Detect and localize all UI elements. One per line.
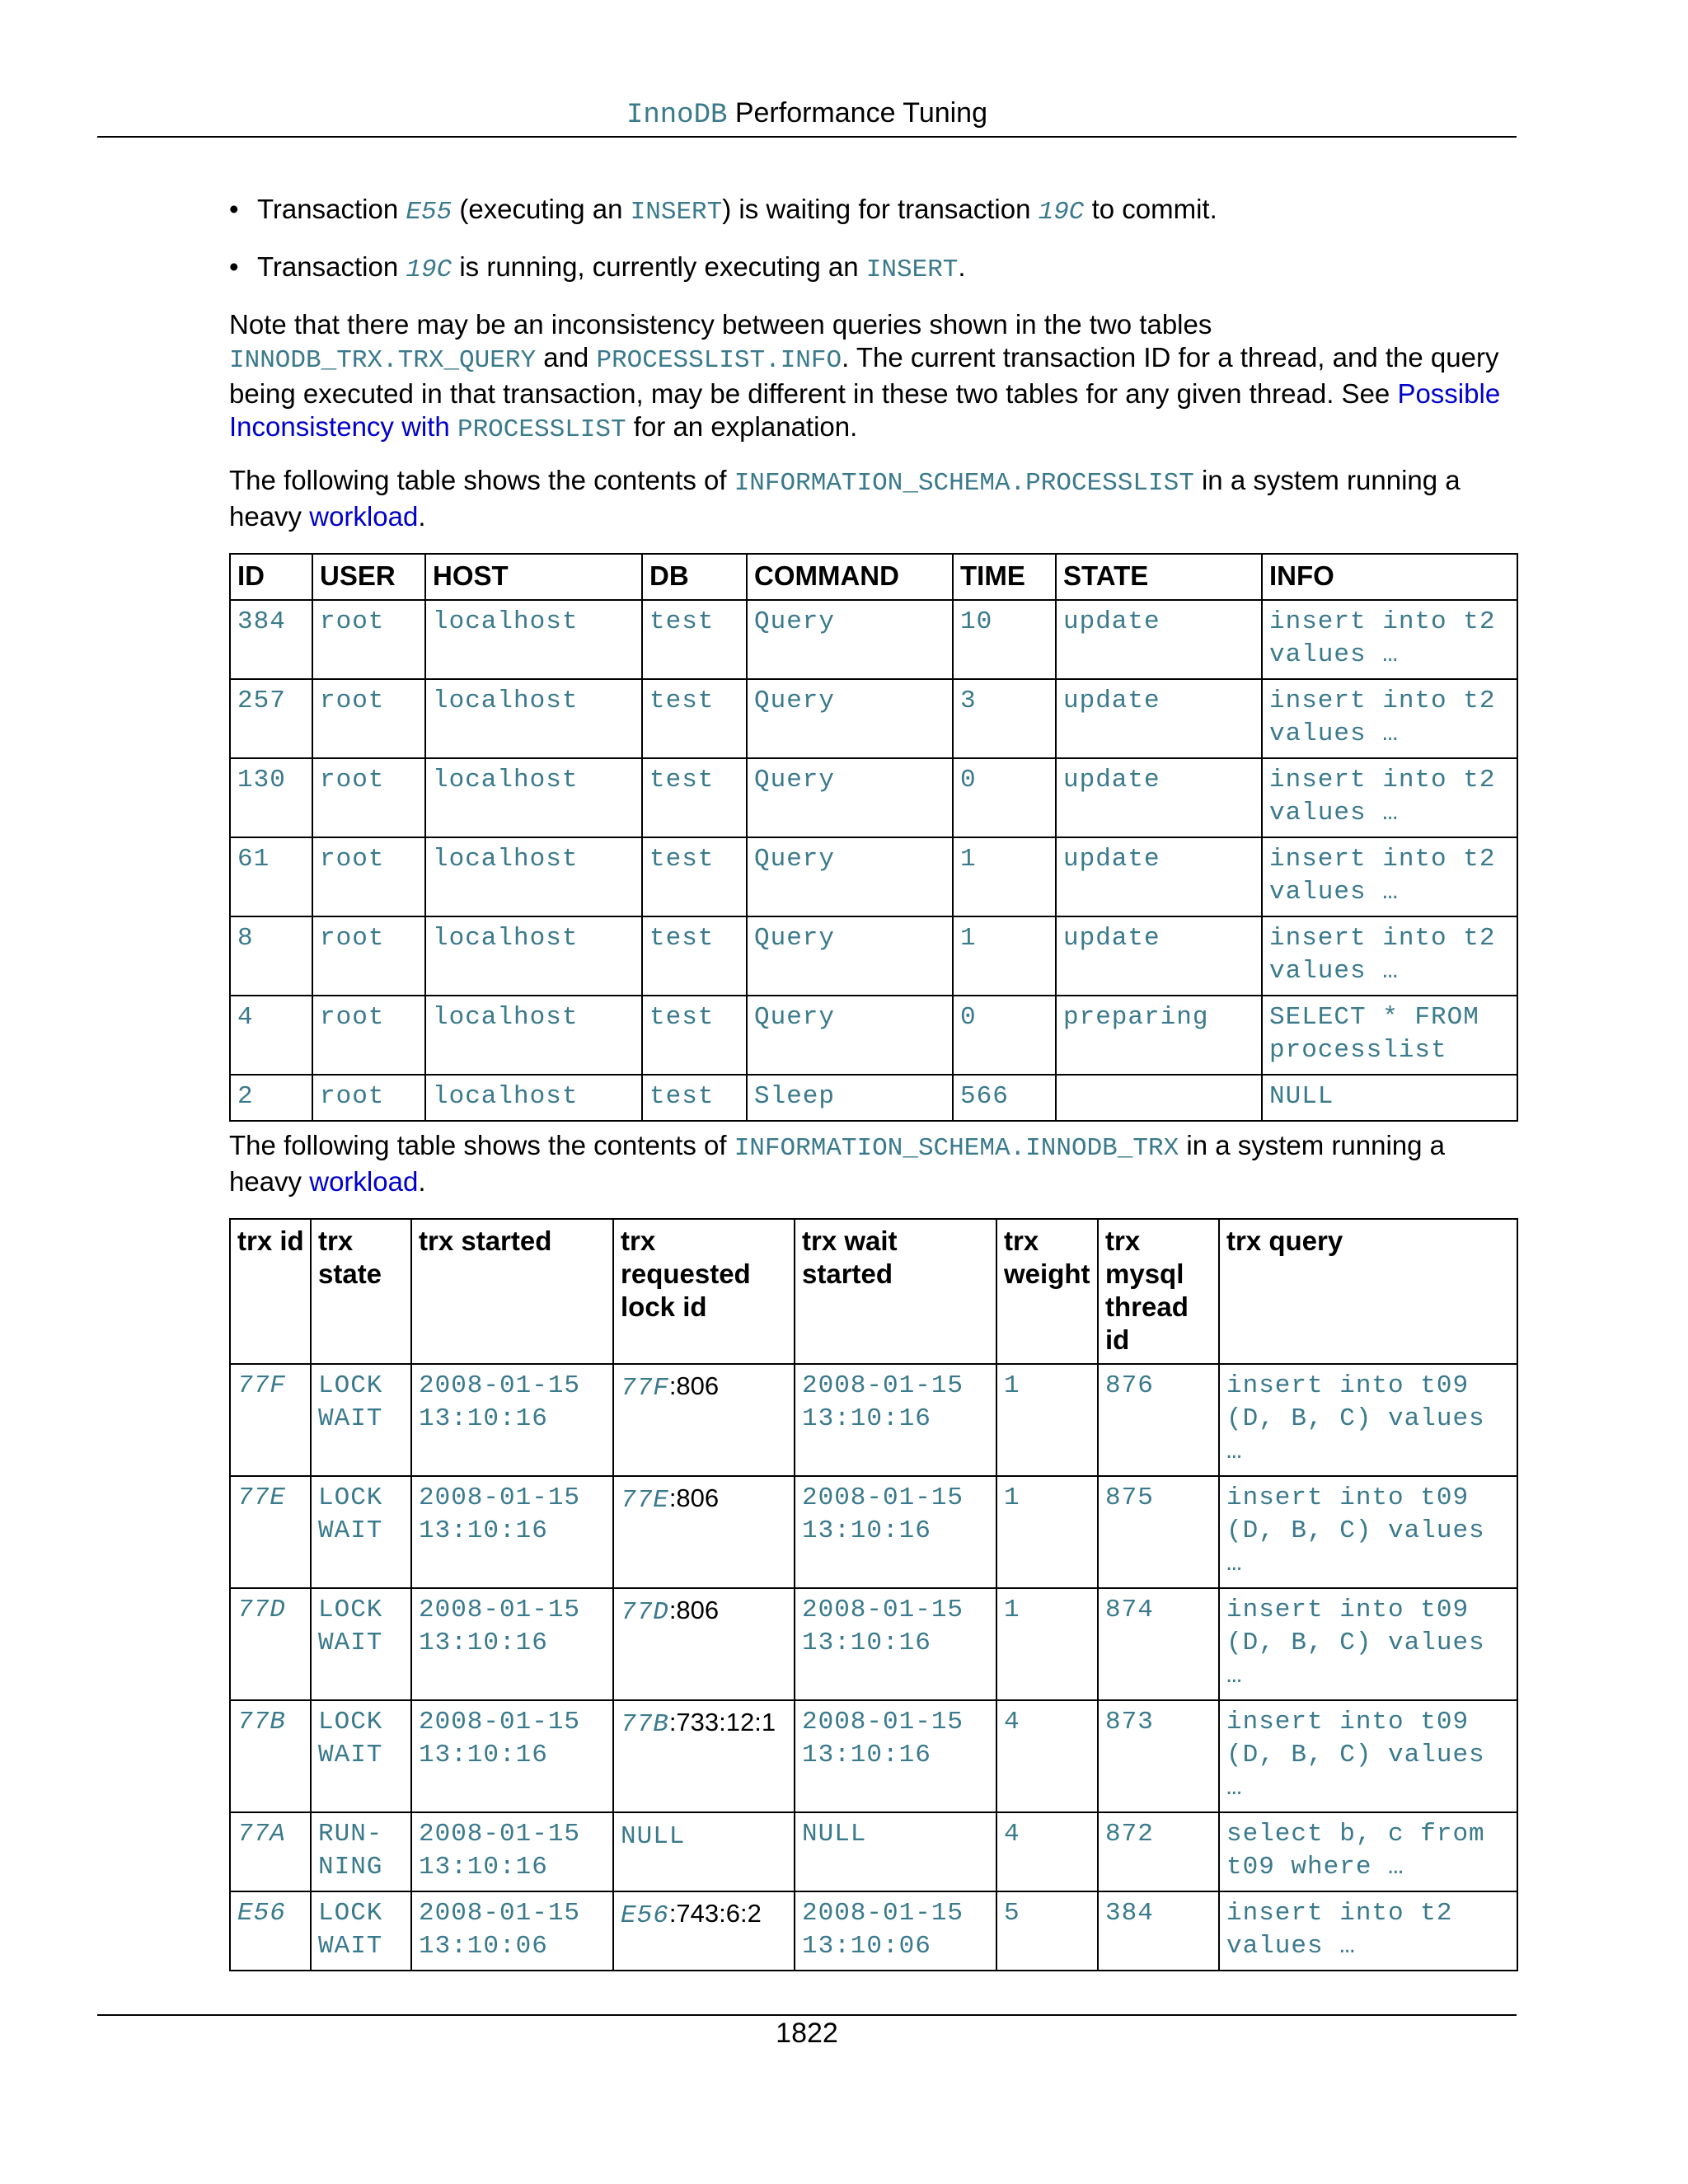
table-cell: update (1056, 600, 1262, 679)
note-paragraph: Note that there may be an inconsistency between queries shown in the two tables INNODB_TRX.TRX_QUERY and PROCESSLIST.INFO. The current transaction ID for a thread, and the query being executed in that transaction, may be different in these two tables for any given thread. See Possible Inconsistency with PROCESSLIST for an explanation. (229, 309, 1501, 444)
table-cell: 77A (230, 1812, 311, 1891)
column-header: STATE (1056, 554, 1262, 600)
table-row (230, 1588, 1517, 1700)
table-cell: 1 (953, 837, 1056, 916)
table-cell: 2008-01-15 13:10:16 (411, 1700, 613, 1812)
column-header: trx started (411, 1219, 613, 1364)
table-cell: 2008-01-15 13:10:06 (411, 1891, 613, 1971)
table-row (230, 837, 1517, 916)
table-cell: LOCK WAIT (311, 1588, 411, 1700)
inline-code: PROCESSLIST (457, 415, 626, 444)
table-cell: update (1056, 916, 1262, 996)
table-cell: NULL (1262, 1075, 1517, 1121)
lock-id-code: 77B (621, 1710, 669, 1739)
innodb-trx-intro: The following table shows the contents of INFORMATION_SCHEMA.INNODB_TRX in a system running a heavy workload. (229, 1130, 1446, 1197)
processlist-intro: The following table shows the contents of INFORMATION_SCHEMA.PROCESSLIST in a system running a heavy workload. (229, 465, 1461, 532)
table-cell: insert into t2 values … (1262, 600, 1517, 679)
table-cell: 874 (1098, 1588, 1219, 1700)
table-cell: select b, c from t09 where … (1219, 1812, 1517, 1891)
table-row (230, 600, 1517, 679)
table-cell: 1 (996, 1364, 1098, 1476)
table-cell (613, 1364, 795, 1476)
table-row (230, 1700, 1517, 1812)
innodb-trx-table (229, 1218, 1518, 1971)
table-cell: 77F (230, 1364, 311, 1476)
table-cell: 257 (230, 679, 312, 758)
table-cell (613, 1588, 795, 1700)
table-cell (613, 1891, 795, 1971)
table-cell: 61 (230, 837, 312, 916)
table-cell: test (642, 758, 747, 837)
column-header: trx state (311, 1219, 411, 1364)
table-row (230, 758, 1517, 837)
table-cell (613, 1476, 795, 1588)
column-header: trx mysql thread id (1098, 1219, 1219, 1364)
table-cell: update (1056, 758, 1262, 837)
inline-code: INSERT (865, 255, 959, 284)
table-cell: 2008-01-15 13:10:16 (795, 1588, 996, 1700)
table-cell: localhost (425, 837, 642, 916)
lock-id-suffix: :806 (668, 1483, 720, 1512)
table-cell: localhost (425, 1075, 642, 1121)
table-cell: preparing (1056, 996, 1262, 1075)
inconsistency-link[interactable]: Possible Inconsistency with PROCESSLIST (229, 378, 1501, 444)
table-cell: localhost (425, 916, 642, 996)
table-cell: insert into t09 (D, B, C) values … (1219, 1700, 1517, 1812)
table-cell: 2008-01-15 13:10:16 (795, 1364, 996, 1476)
table-cell: 3 (953, 679, 1056, 758)
table-cell: 77B (230, 1700, 311, 1812)
table-header-row (230, 1219, 1517, 1364)
table-cell: LOCK WAIT (311, 1476, 411, 1588)
footer-divider (97, 2014, 1517, 2016)
table-cell: 2008-01-15 13:10:16 (411, 1812, 613, 1891)
table-header-row (230, 554, 1517, 600)
table-cell: 10 (953, 600, 1056, 679)
column-header: ID (230, 554, 312, 600)
page-number: 1822 (776, 2018, 838, 2049)
table-cell: 2008-01-15 13:10:16 (411, 1476, 613, 1588)
table-cell: 2008-01-15 13:10:16 (411, 1588, 613, 1700)
inline-code: INFORMATION_SCHEMA.INNODB_TRX (734, 1134, 1179, 1163)
lock-id-code: 77E (621, 1486, 669, 1515)
table-cell: Query (747, 996, 953, 1075)
table-cell (613, 1700, 795, 1812)
header-text: Performance Tuning (727, 97, 988, 129)
table-cell: 4 (230, 996, 312, 1075)
table-cell: localhost (425, 679, 642, 758)
table-cell: LOCK WAIT (311, 1364, 411, 1476)
table-cell: root (312, 758, 425, 837)
table-cell: root (312, 600, 425, 679)
lock-id-suffix: :806 (668, 1596, 720, 1624)
column-header: trx query (1219, 1219, 1517, 1364)
lock-id-suffix: :806 (668, 1371, 720, 1400)
table-cell: root (312, 996, 425, 1075)
lock-id-suffix: :733:12:1 (668, 1708, 776, 1736)
lock-id-code: NULL (621, 1822, 686, 1851)
column-header: trx requested lock id (613, 1219, 795, 1364)
column-header: COMMAND (747, 554, 953, 600)
table-cell: insert into t09 (D, B, C) values … (1219, 1476, 1517, 1588)
table-cell: root (312, 837, 425, 916)
table-cell: 4 (996, 1700, 1098, 1812)
lock-id-code: 77D (621, 1598, 669, 1627)
bullet-dot: • (229, 251, 239, 282)
column-header: trx weight (996, 1219, 1098, 1364)
table-cell: test (642, 1075, 747, 1121)
table-cell: 873 (1098, 1700, 1219, 1812)
table-cell: update (1056, 837, 1262, 916)
table-row (230, 1364, 1517, 1476)
table-cell: 4 (996, 1812, 1098, 1891)
workload-link[interactable]: workload (309, 501, 419, 532)
table-cell: 566 (953, 1075, 1056, 1121)
table-cell: test (642, 916, 747, 996)
column-header: INFO (1262, 554, 1517, 600)
header-divider (97, 136, 1517, 138)
bullet-item-1: • Transaction E55 (executing an INSERT) is waiting for transaction 19C to commit. (229, 194, 1217, 227)
running-header (97, 97, 1517, 131)
table-cell: LOCK WAIT (311, 1700, 411, 1812)
table-cell: insert into t09 (D, B, C) values … (1219, 1588, 1517, 1700)
table-cell: Sleep (747, 1075, 953, 1121)
table-cell: Query (747, 837, 953, 916)
table-cell (1056, 1075, 1262, 1121)
table-cell: Query (747, 679, 953, 758)
table-cell: 2008-01-15 13:10:16 (795, 1476, 996, 1588)
inline-code: INSERT (630, 198, 723, 227)
table-cell: insert into t2 values … (1262, 916, 1517, 996)
table-cell: SELECT * FROM processlist (1262, 996, 1517, 1075)
inline-code: INNODB_TRX.TRX_QUERY (229, 346, 537, 375)
lock-id-code: 77F (621, 1374, 669, 1403)
table-cell: test (642, 837, 747, 916)
table-cell: root (312, 1075, 425, 1121)
table-cell: Query (747, 758, 953, 837)
table-cell: E56 (230, 1891, 311, 1971)
table-cell: 5 (996, 1891, 1098, 1971)
table-cell (613, 1812, 795, 1891)
bullet-item-2: • Transaction 19C is running, currently executing an INSERT. (229, 251, 966, 284)
table-cell: 875 (1098, 1476, 1219, 1588)
table-cell: insert into t2 values … (1262, 679, 1517, 758)
table-cell: localhost (425, 600, 642, 679)
table-cell: test (642, 996, 747, 1075)
inline-code: E55 (406, 198, 452, 227)
table-cell: 0 (953, 758, 1056, 837)
table-row (230, 1075, 1517, 1121)
table-cell: root (312, 679, 425, 758)
column-header: HOST (425, 554, 642, 600)
table-cell: 2 (230, 1075, 312, 1121)
table-cell: 872 (1098, 1812, 1219, 1891)
header-code: InnoDB (626, 100, 728, 131)
table-cell: insert into t09 (D, B, C) values … (1219, 1364, 1517, 1476)
table-cell: Query (747, 600, 953, 679)
table-cell: Query (747, 916, 953, 996)
table-cell: 77D (230, 1588, 311, 1700)
table-cell: insert into t2 values … (1262, 837, 1517, 916)
column-header: TIME (953, 554, 1056, 600)
inline-code: 19C (1038, 198, 1085, 227)
column-header: DB (642, 554, 747, 600)
table-cell: RUN- NING (311, 1812, 411, 1891)
table-cell: 1 (996, 1476, 1098, 1588)
table-cell: 2008-01-15 13:10:16 (411, 1364, 613, 1476)
bullet-dot: • (229, 194, 239, 224)
table-cell: 384 (230, 600, 312, 679)
table-cell: insert into t2 values … (1262, 758, 1517, 837)
table-cell: 8 (230, 916, 312, 996)
table-row (230, 679, 1517, 758)
table-cell: 876 (1098, 1364, 1219, 1476)
inline-code: INFORMATION_SCHEMA.PROCESSLIST (734, 469, 1194, 498)
table-row (230, 1476, 1517, 1588)
table-cell: update (1056, 679, 1262, 758)
table-cell: 2008-01-15 13:10:06 (795, 1891, 996, 1971)
table-cell: 77E (230, 1476, 311, 1588)
table-cell: 1 (953, 916, 1056, 996)
table-cell: 0 (953, 996, 1056, 1075)
lock-id-suffix: :743:6:2 (668, 1899, 762, 1928)
table-cell: root (312, 916, 425, 996)
inline-code: PROCESSLIST.INFO (596, 346, 842, 375)
workload-link[interactable]: workload (309, 1166, 419, 1197)
lock-id-code: E56 (621, 1901, 669, 1930)
table-row (230, 1812, 1517, 1891)
table-cell: LOCK WAIT (311, 1891, 411, 1971)
column-header: trx id (230, 1219, 311, 1364)
column-header: USER (312, 554, 425, 600)
table-row (230, 916, 1517, 996)
table-cell: 2008-01-15 13:10:16 (795, 1700, 996, 1812)
processlist-table (229, 553, 1518, 1122)
table-cell: insert into t2 values … (1219, 1891, 1517, 1971)
table-cell: 1 (996, 1588, 1098, 1700)
table-cell: localhost (425, 758, 642, 837)
table-row (230, 996, 1517, 1075)
table-cell: NULL (795, 1812, 996, 1891)
table-row (230, 1891, 1517, 1971)
table-cell: 130 (230, 758, 312, 837)
column-header: trx wait started (795, 1219, 996, 1364)
table-cell: test (642, 600, 747, 679)
table-cell: 384 (1098, 1891, 1219, 1971)
table-cell: localhost (425, 996, 642, 1075)
table-cell: test (642, 679, 747, 758)
inline-code: 19C (406, 255, 452, 284)
